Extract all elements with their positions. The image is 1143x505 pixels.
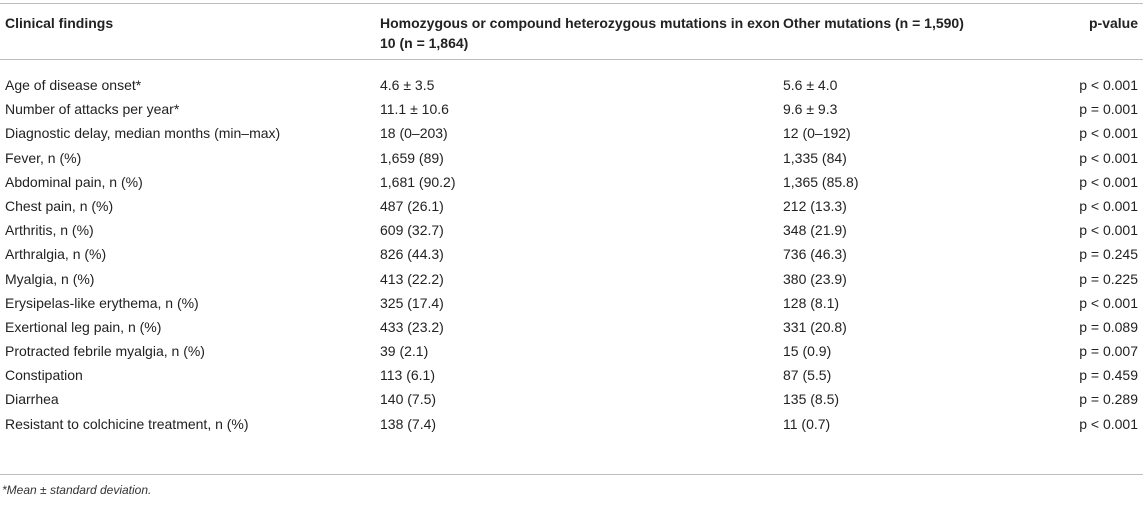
cell-other-mutations-value: 135 (8.5) [783, 391, 840, 408]
table-top-rule [0, 3, 1143, 4]
table-row [0, 146, 1143, 170]
table-bottom-rule [0, 474, 1143, 475]
cell-exon10-value: 609 (32.7) [380, 222, 444, 239]
cell-other-mutations-value: 331 (20.8) [783, 318, 847, 335]
cell-exon10-value: 113 (6.1) [380, 367, 435, 384]
cell-clinical-finding: Number of attacks per year* [5, 101, 180, 118]
table-row [0, 121, 1143, 145]
cell-clinical-finding: Abdominal pain, n (%) [5, 173, 143, 190]
cell-clinical-finding: Constipation [5, 367, 83, 384]
table-row [0, 267, 1143, 291]
cell-clinical-finding: Erysipelas-like erythema, n (%) [5, 294, 199, 311]
cell-other-mutations-value: 736 (46.3) [783, 246, 847, 263]
cell-other-mutations-value: 380 (23.9) [783, 270, 847, 287]
cell-exon10-value: 140 (7.5) [380, 391, 437, 408]
cell-exon10-value: 1,659 (89) [380, 149, 444, 166]
cell-other-mutations-value: 12 (0–192) [783, 125, 851, 142]
table-row [0, 339, 1143, 363]
table-row [0, 363, 1143, 387]
cell-other-mutations-value: 15 (0.9) [783, 343, 832, 360]
table-row [0, 170, 1143, 194]
cell-p-value: p < 0.001 [1079, 173, 1138, 190]
cell-p-value: p = 0.089 [1079, 318, 1138, 335]
cell-exon10-value: 826 (44.3) [380, 246, 444, 263]
cell-p-value: p < 0.001 [1079, 222, 1138, 239]
header-other-mutations: Other mutations (n = 1,590) [783, 15, 964, 31]
cell-exon10-value: 138 (7.4) [380, 415, 437, 432]
table-row [0, 194, 1143, 218]
table-footnote: *Mean ± standard deviation. [2, 483, 152, 497]
cell-p-value: p < 0.001 [1079, 149, 1138, 166]
cell-exon10-value: 4.6 ± 3.5 [380, 77, 435, 93]
cell-other-mutations-value: 128 (8.1) [783, 294, 840, 311]
table-header-rule [0, 59, 1143, 60]
cell-other-mutations-value: 1,335 (84) [783, 149, 847, 166]
cell-clinical-finding: Age of disease onset* [5, 77, 142, 93]
cell-clinical-finding: Arthritis, n (%) [5, 222, 94, 239]
cell-exon10-value: 18 (0–203) [380, 125, 448, 142]
cell-p-value: p = 0.245 [1079, 246, 1138, 263]
table-row [0, 218, 1143, 242]
header-p-value: p-value [1088, 15, 1138, 31]
cell-p-value: p = 0.225 [1079, 270, 1138, 287]
cell-exon10-value: 39 (2.1) [380, 343, 429, 360]
table-row [0, 315, 1143, 339]
cell-clinical-finding: Arthralgia, n (%) [5, 246, 107, 263]
table-row [0, 412, 1143, 436]
cell-exon10-value: 433 (23.2) [380, 318, 444, 335]
cell-clinical-finding: Fever, n (%) [5, 149, 82, 166]
cell-other-mutations-value: 11 (0.7) [783, 415, 831, 432]
cell-other-mutations-value: 1,365 (85.8) [783, 173, 859, 190]
table-header-row [0, 7, 1143, 59]
table-body [0, 73, 1143, 436]
cell-p-value: p = 0.001 [1079, 101, 1138, 118]
cell-p-value: p < 0.001 [1079, 197, 1138, 214]
cell-clinical-finding: Myalgia, n (%) [5, 270, 95, 287]
cell-other-mutations-value: 212 (13.3) [783, 197, 847, 214]
cell-other-mutations-value: 5.6 ± 4.0 [783, 77, 838, 93]
cell-clinical-finding: Protracted febrile myalgia, n (%) [5, 343, 205, 360]
cell-p-value: p = 0.007 [1079, 343, 1138, 360]
header-clinical-findings: Clinical findings [5, 15, 114, 31]
cell-p-value: p < 0.001 [1079, 415, 1138, 432]
header-exon10-group: Homozygous or compound heterozygous mutations in exon 10 (n = 1,864) [380, 15, 780, 51]
table-row [0, 387, 1143, 411]
cell-p-value: p < 0.001 [1079, 77, 1138, 93]
cell-p-value: p < 0.001 [1079, 125, 1138, 142]
cell-exon10-value: 11.1 ± 10.6 [380, 101, 449, 118]
cell-other-mutations-value: 348 (21.9) [783, 222, 847, 239]
table-row [0, 97, 1143, 121]
cell-clinical-finding: Diagnostic delay, median months (min–max) [5, 125, 281, 142]
cell-other-mutations-value: 9.6 ± 9.3 [783, 101, 838, 118]
cell-clinical-finding: Exertional leg pain, n (%) [5, 318, 162, 335]
cell-exon10-value: 413 (22.2) [380, 270, 444, 287]
cell-clinical-finding: Resistant to colchicine treatment, n (%) [5, 415, 249, 432]
table-row [0, 242, 1143, 266]
cell-p-value: p = 0.289 [1079, 391, 1138, 408]
table-row [0, 73, 1143, 97]
cell-clinical-finding: Diarrhea [5, 391, 59, 408]
cell-p-value: p < 0.001 [1079, 294, 1138, 311]
cell-clinical-finding: Chest pain, n (%) [5, 197, 114, 214]
cell-exon10-value: 1,681 (90.2) [380, 173, 456, 190]
cell-p-value: p = 0.459 [1079, 367, 1138, 384]
cell-exon10-value: 487 (26.1) [380, 197, 444, 214]
cell-exon10-value: 325 (17.4) [380, 294, 444, 311]
cell-other-mutations-value: 87 (5.5) [783, 367, 832, 384]
table-row [0, 291, 1143, 315]
